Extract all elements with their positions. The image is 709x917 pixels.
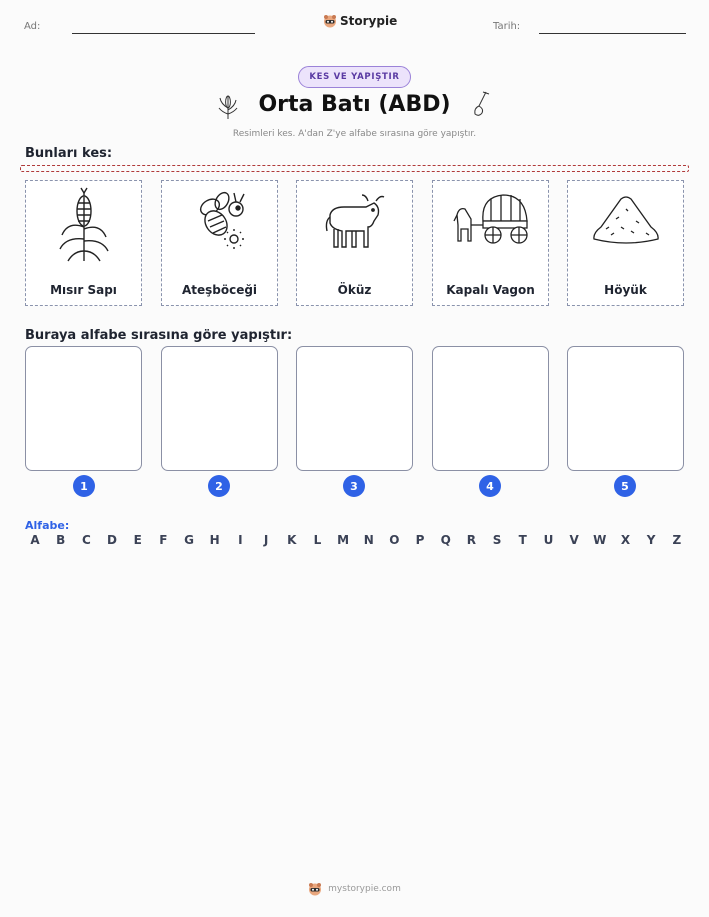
footer-site[interactable]: mystorypie.com xyxy=(328,884,401,894)
alphabet-letter: K xyxy=(287,533,297,547)
name-label: Ad: xyxy=(24,21,41,32)
alphabet-letter: B xyxy=(56,533,66,547)
alphabet-letter: W xyxy=(593,533,607,547)
cut-card-firefly[interactable] xyxy=(161,180,278,306)
alphabet-letter: U xyxy=(543,533,554,547)
alphabet-letter: P xyxy=(415,533,425,547)
alphabet-label: Alfabe: xyxy=(25,519,70,532)
paste-slot-5[interactable] xyxy=(567,346,684,471)
shovel-icon xyxy=(471,90,491,118)
alphabet-letter: L xyxy=(313,533,322,547)
alphabet-letter: Q xyxy=(440,533,451,547)
alphabet-letter: O xyxy=(389,533,400,547)
paste-heading: Buraya alfabe sırasına göre yapıştır: xyxy=(25,328,293,343)
brand-name: Storypie xyxy=(340,14,398,28)
cut-card-covered-wagon[interactable] xyxy=(432,180,549,306)
mound-icon xyxy=(591,189,661,249)
alphabet-letter: E xyxy=(133,533,142,547)
cut-card-label: Höyük xyxy=(604,283,647,297)
covered-wagon-icon xyxy=(453,191,533,251)
storypie-mascot-icon xyxy=(308,882,322,896)
slot-number: 5 xyxy=(614,475,636,497)
slot-number: 4 xyxy=(479,475,501,497)
paste-slot-4[interactable] xyxy=(432,346,549,471)
alphabet-letter: S xyxy=(492,533,502,547)
paste-slot-2[interactable] xyxy=(161,346,278,471)
alphabet-letter: M xyxy=(337,533,350,547)
paste-slot-1[interactable] xyxy=(25,346,142,471)
firefly-icon xyxy=(190,187,250,253)
instructions: Resimleri kes. A'dan Z'ye alfabe sırasına göre yapıştır. xyxy=(232,129,477,139)
cut-card-corn-stalk[interactable] xyxy=(25,180,142,306)
storypie-logo xyxy=(323,14,397,28)
alphabet-letter: N xyxy=(363,533,374,547)
slot-number: 1 xyxy=(73,475,95,497)
alphabet-letter: F xyxy=(159,533,168,547)
date-line[interactable] xyxy=(539,33,686,34)
name-line[interactable] xyxy=(72,33,255,34)
slot-number: 3 xyxy=(343,475,365,497)
alphabet-letter: G xyxy=(184,533,194,547)
alphabet-letter: T xyxy=(518,533,527,547)
page-title: Orta Batı (ABD) xyxy=(258,92,451,117)
alphabet-letter: A xyxy=(30,533,40,547)
cut-heading: Bunları kes: xyxy=(25,146,113,161)
corn-stalk-icon xyxy=(54,187,114,263)
cut-card-ox[interactable] xyxy=(296,180,413,306)
date-label: Tarih: xyxy=(493,21,521,32)
cut-card-label: Kapalı Vagon xyxy=(446,283,535,297)
alphabet-letter: X xyxy=(620,533,631,547)
alphabet-letter: Y xyxy=(646,533,656,547)
cut-card-label: Ateşböceği xyxy=(181,283,258,297)
alphabet-letter: Z xyxy=(672,533,682,547)
activity-badge: KES VE YAPIŞTIR xyxy=(298,66,411,88)
alphabet-letter: H xyxy=(209,533,220,547)
alphabet-letter: C xyxy=(81,533,91,547)
storypie-mascot-icon xyxy=(323,14,337,28)
cut-card-label: Öküz xyxy=(337,283,372,297)
cut-card-mound[interactable] xyxy=(567,180,684,306)
alphabet-letter: V xyxy=(569,533,579,547)
cut-line xyxy=(20,165,689,172)
footer xyxy=(0,882,709,896)
ox-icon xyxy=(322,189,386,253)
cut-card-label: Mısır Sapı xyxy=(50,283,117,297)
alphabet-row xyxy=(28,533,684,547)
slot-number: 2 xyxy=(208,475,230,497)
paste-slot-3[interactable] xyxy=(296,346,413,471)
alphabet-letter: D xyxy=(107,533,117,547)
alphabet-letter: R xyxy=(466,533,477,547)
alphabet-letter: I xyxy=(238,533,243,547)
alphabet-letter: J xyxy=(263,533,269,547)
